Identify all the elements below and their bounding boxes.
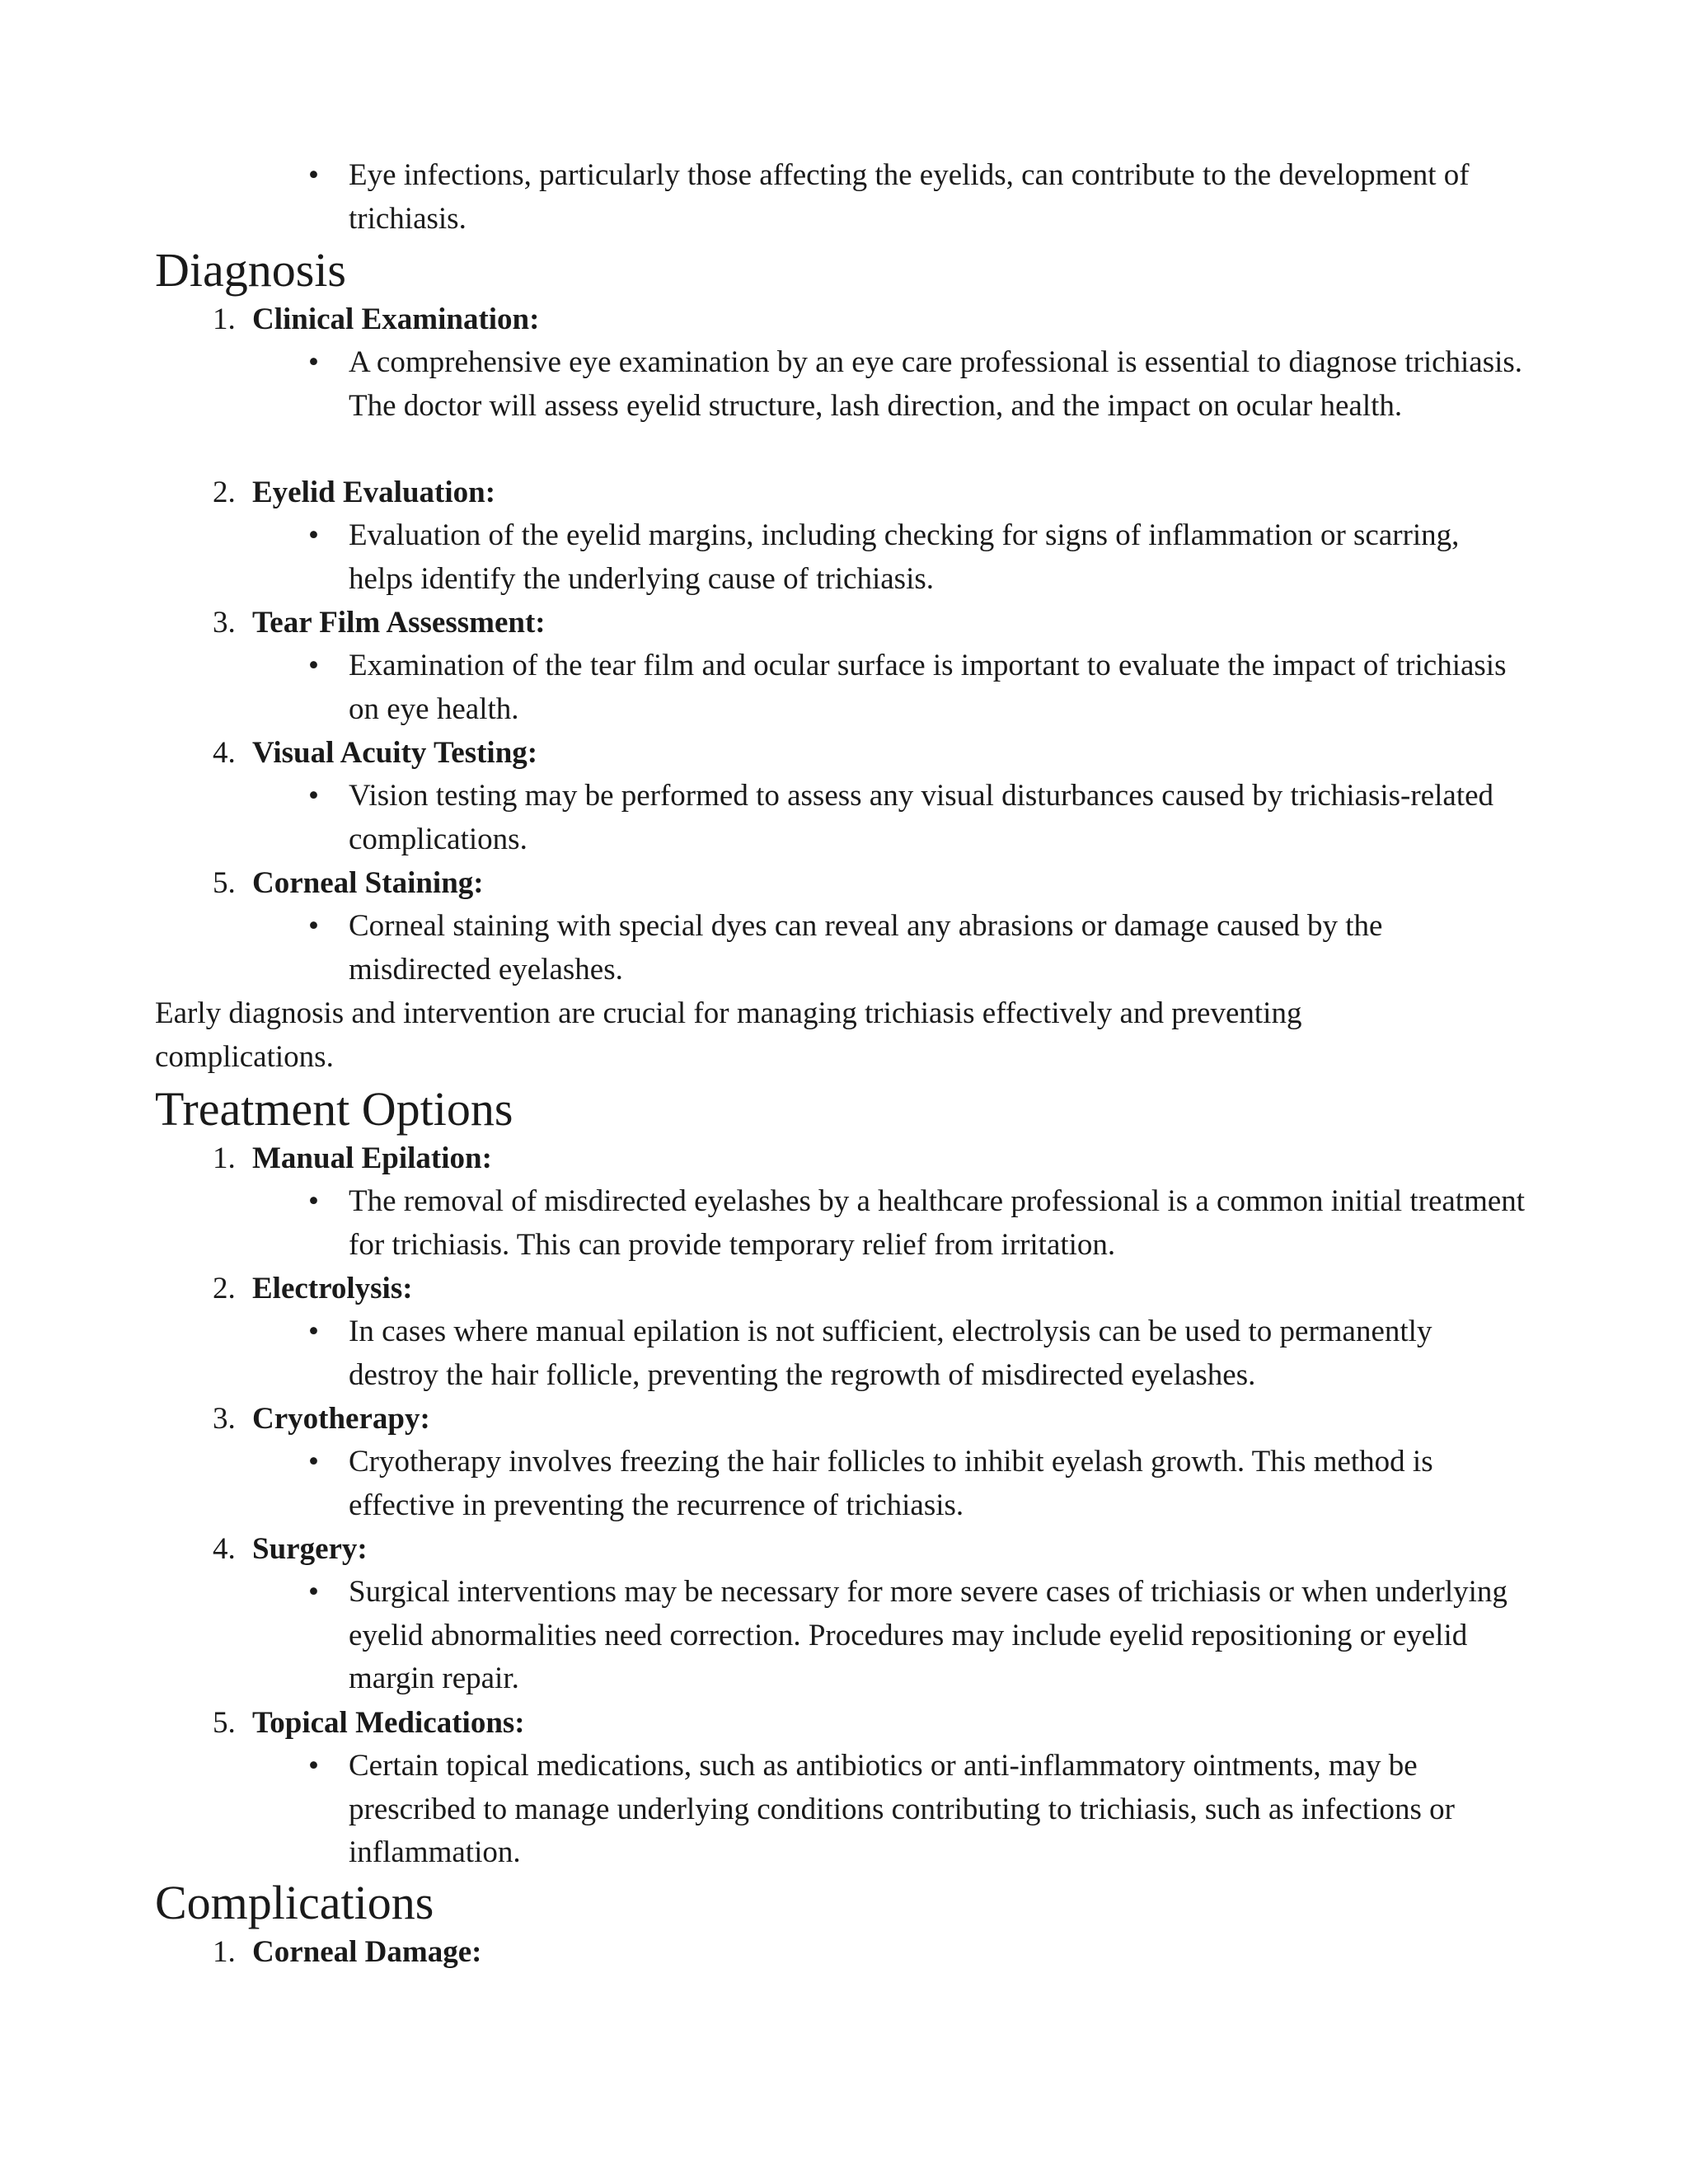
item-description: Surgical interventions may be necessary for more severe cases of trichiasis or when underlying eyelid abnormalities need correction. Procedures may include eyelid repositioning or eyelid margin repair.: [349, 1575, 1507, 1695]
item-description: Evaluation of the eyelid margins, including checking for signs of inflammation or scarring, helps identify the underlying cause of trichiasis.: [349, 518, 1460, 596]
list-number: 2.: [213, 476, 236, 509]
bullet-marker: •: [308, 779, 319, 813]
item-description: The removal of misdirected eyelashes by a healthcare professional is a common initial treatment for trichiasis. This can provide temporary relief from irritation.: [349, 1184, 1526, 1262]
item-label: Clinical Examination:: [252, 302, 540, 336]
item-description: In cases where manual epilation is not sufficient, electrolysis can be used to permanently destroy the hair follicle, preventing the regrowth of misdirected eyelashes.: [349, 1315, 1432, 1392]
item-label: Corneal Staining:: [252, 866, 484, 900]
item-label: Surgery:: [252, 1532, 368, 1566]
bullet-marker: •: [308, 158, 319, 192]
list-number: 5.: [213, 1706, 236, 1740]
item-description: Vision testing may be performed to assess any visual disturbances caused by trichiasis-related complications.: [349, 779, 1494, 856]
intro-bullet-text: Eye infections, particularly those affecting the eyelids, can contribute to the development of trichiasis.: [349, 158, 1470, 236]
bullet-marker: •: [308, 1749, 319, 1783]
list-number: 1.: [213, 1141, 236, 1175]
list-number: 3.: [213, 1402, 236, 1436]
section-heading-diagnosis: Diagnosis: [155, 243, 346, 297]
item-description: Examination of the tear film and ocular surface is important to evaluate the impact of trichiasis on eye health.: [349, 649, 1507, 726]
bullet-marker: •: [308, 1315, 319, 1348]
list-number: 3.: [213, 606, 236, 640]
section-heading-complications: Complications: [155, 1876, 434, 1929]
item-label: Eyelid Evaluation:: [252, 476, 496, 509]
item-label: Cryotherapy:: [252, 1402, 430, 1436]
bullet-marker: •: [308, 345, 319, 379]
item-label: Manual Epilation:: [252, 1141, 492, 1175]
list-number: 4.: [213, 1532, 236, 1566]
bullet-marker: •: [308, 909, 319, 943]
list-number: 4.: [213, 736, 236, 770]
list-number: 1.: [213, 302, 236, 336]
item-label: Corneal Damage:: [252, 1935, 482, 1969]
item-description: Corneal staining with special dyes can reveal any abrasions or damage caused by the misdirected eyelashes.: [349, 909, 1383, 987]
item-description: A comprehensive eye examination by an eye care professional is essential to diagnose trichiasis. The doctor will assess eyelid structure, lash direction, and the impact on ocular health.: [349, 345, 1523, 423]
item-description: Certain topical medications, such as antibiotics or anti-inflammatory ointments, may be prescribed to manage underlying conditions contributing to trichiasis, such as infections or inflammation.: [349, 1749, 1455, 1869]
item-description: Cryotherapy involves freezing the hair follicles to inhibit eyelash growth. This method is effective in preventing the recurrence of trichiasis.: [349, 1445, 1433, 1522]
bullet-marker: •: [308, 1445, 319, 1479]
bullet-marker: •: [308, 518, 319, 552]
bullet-marker: •: [308, 1184, 319, 1218]
item-label: Electrolysis:: [252, 1272, 413, 1305]
list-number: 5.: [213, 866, 236, 900]
list-number: 2.: [213, 1272, 236, 1305]
bullet-marker: •: [308, 649, 319, 682]
diagnosis-closing-paragraph: Early diagnosis and intervention are crucial for managing trichiasis effectively and preventing complications.: [155, 996, 1302, 1074]
section-heading-treatment: Treatment Options: [155, 1082, 513, 1136]
item-label: Tear Film Assessment:: [252, 606, 546, 640]
item-label: Topical Medications:: [252, 1706, 525, 1740]
bullet-marker: •: [308, 1575, 319, 1609]
list-number: 1.: [213, 1935, 236, 1969]
item-label: Visual Acuity Testing:: [252, 736, 538, 770]
